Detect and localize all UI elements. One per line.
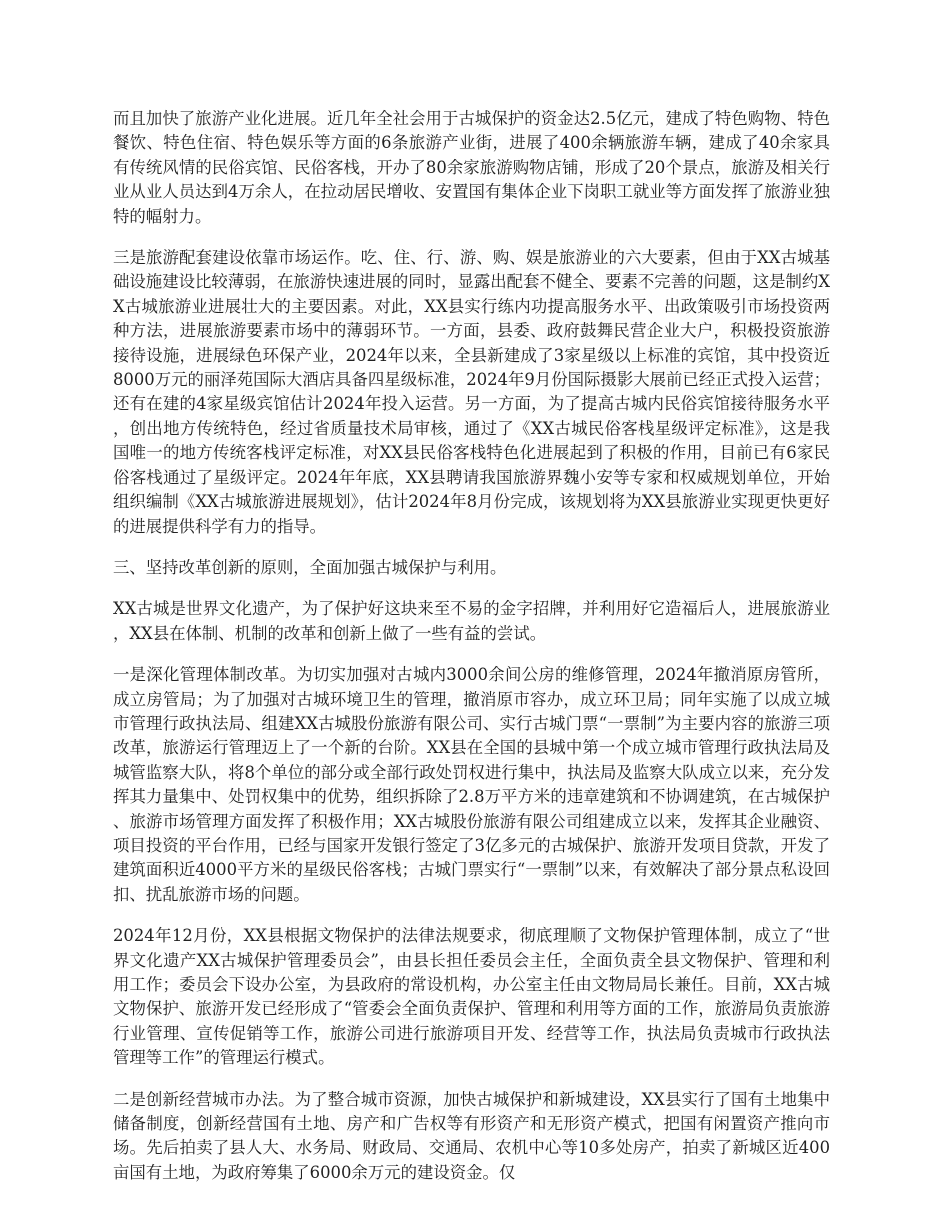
paragraph-protection-committee: 2024年12月份，XX县根据文物保护的法律法规要求，彻底理顺了文物保护管理体制，成立了“世界文化遗产XX古城保护管理委员会”，由县长担任委员会主任，全面负责全县文物保护、管理和利用工作；委员会下设办公室，为县政府的常设机构，办公室主任由文物局局长兼任。目前，XX古城文物保护、旅游开发已经形成了“管委会全面负责保护、管理和利用等方面的工作，旅游局负责旅游行业管理、宣传促销等工作，旅游公司进行旅游项目开发、经营等工作，执法局负责城市行政执法管理等工作”的管理运行模式。 xyxy=(113,926,830,1068)
paragraph-supporting-facilities: 三是旅游配套建设依靠市场运作。吃、住、行、游、购、娱是旅游业的六大要素，但由于XX古城基础设施建设比较薄弱，在旅游快速进展的同时，显露出配套不健全、要素不完善的问题，这是制约XX古城旅游业进展壮大的主要因素。对此，XX县实行练内功提高服务水平、出政策吸引市场投资两种方法，进展旅游要素市场中的薄弱环节。一方面，县委、政府鼓舞民营企业大户，积极投资旅游接待设施，进展绿色环保产业，2024年以来，全县新建成了3家星级以上标准的宾馆，其中投资近8000万元的丽泽苑国际大酒店具备四星级标准，2024年9月份国际摄影大展前已经正式投入运营；还有在建的4家星级宾馆估计2024年投入运营。另一方面，为了提高古城内民俗宾馆接待服务水平，创出地方传统特色，经过省质量技术局审核，通过了《XX古城民俗客栈星级评定标准》，这是我国唯一的地方传统客栈评定标准，对XX县民俗客栈特色化进展起到了积极的作用，目前已有6家民俗客栈通过了星级评定。2024年年底，XX县聘请我国旅游界魏小安等专家和权威规划单位，开始组织编制《XX古城旅游进展规划》，估计2024年8月份完成，该规划将为XX县旅游业实现更快更好的进展提供科学有力的指导。 xyxy=(113,248,830,536)
section-heading-reform-innovation: 三、坚持改革创新的原则，全面加强古城保护与利用。 xyxy=(113,557,507,577)
paragraph-world-heritage-intro: XX古城是世界文化遗产，为了保护好这块来至不易的金字招牌，并利用好它造福后人，进展旅游业，XX县在体制、机制的改革和创新上做了一些有益的尝试。 xyxy=(113,599,830,643)
paragraph-tourism-industrialization: 而且加快了旅游产业化进展。近几年全社会用于古城保护的资金达2.5亿元，建成了特色购物、特色餐饮、特色住宿、特色娱乐等方面的6条旅游产业街，进展了400余辆旅游车辆，建成了40余家具有传统风情的民俗宾馆、民俗客栈，开办了80余家旅游购物店铺，形成了20个景点，旅游及相关行业从业人员达到4万余人，在拉动居民增收、安置国有集体企业下岗职工就业等方面发挥了旅游业独特的幅射力。 xyxy=(113,109,830,226)
paragraph-city-operation: 二是创新经营城市办法。为了整合城市资源，加快古城保护和新城建设，XX县实行了国有土地集中储备制度，创新经营国有土地、房产和广告权等有形资产和无形资产模式，把国有闲置资产推向市场。先后拍卖了县人大、水务局、财政局、交通局、农机中心等10多处房产，拍卖了新城区近400亩国有土地，为政府筹集了6000余万元的建设资金。仅 xyxy=(113,1089,830,1182)
paragraph-management-reform: 一是深化管理体制改革。为切实加强对古城内3000余间公房的维修管理，2024年撤消原房管所，成立房管局；为了加强对古城环境卫生的管理，撤消原市容办，成立环卫局；同年实施了以成立城市管理行政执法局、组建XX古城股份旅游有限公司、实行古城门票“一票制”为主要内容的旅游三项改革，旅游运行管理迈上了一个新的台阶。XX县在全国的县城中第一个成立城市管理行政执法局及城管监察大队，将8个单位的部分或全部行政处罚权进行集中，执法局及监察大队成立以来，充分发挥其力量集中、处罚权集中的优势，组织拆除了2.8万平方米的违章建筑和不协调建筑，在古城保护、旅游市场管理方面发挥了积极作用；XX古城股份旅游有限公司组建成立以来，发挥其企业融资、项目投资的平台作用，已经与国家开发银行签定了3亿多元的古城保护、旅游开发项目贷款，开发了建筑面积近4000平方米的星级民俗客栈；古城门票实行“一票制”以来，有效解决了部分景点私设回扣、扰乱旅游市场的问题。 xyxy=(113,665,830,904)
